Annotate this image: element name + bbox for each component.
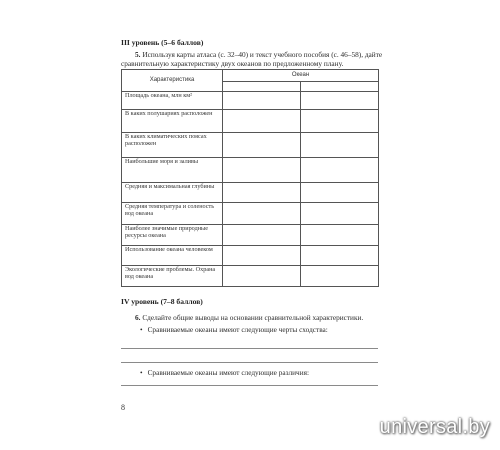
- bullet-dot: •: [140, 325, 143, 334]
- ocean-1-answer-cell[interactable]: [223, 266, 301, 287]
- row-label: В каких климатических поясах расположен: [122, 133, 223, 158]
- ocean-2-name-cell[interactable]: [301, 82, 379, 92]
- table-row: [122, 158, 379, 183]
- ocean-1-answer-cell[interactable]: [223, 246, 301, 266]
- table-body: [122, 92, 379, 287]
- row-label: Наибольшие моря и заливы: [122, 158, 223, 183]
- ocean-1-answer-cell[interactable]: [223, 225, 301, 246]
- task-6-instruction: [135, 313, 395, 322]
- ocean-1-answer-cell[interactable]: [223, 110, 301, 133]
- level-4-heading: IV уровень (7–8 баллов): [121, 297, 203, 306]
- answer-line[interactable]: [121, 348, 378, 349]
- similarities-text: Сравниваемые океаны имеют следующие черты сходства:: [147, 325, 328, 334]
- differences-text: Сравниваемые океаны имеют следующие различия:: [147, 368, 310, 377]
- level-3-heading: III уровень (5–6 баллов): [121, 38, 204, 47]
- row-label: Площадь океана, млн км²: [122, 92, 223, 110]
- table-row: [122, 92, 379, 110]
- answer-line[interactable]: [121, 362, 378, 363]
- ocean-1-answer-cell[interactable]: [223, 183, 301, 203]
- ocean-2-answer-cell[interactable]: [301, 183, 379, 203]
- row-label: Средняя температура и соленость вод океана: [122, 203, 223, 225]
- ocean-1-answer-cell[interactable]: [223, 92, 301, 110]
- row-label: Использование океана человеком: [122, 246, 223, 266]
- table-row: [122, 183, 379, 203]
- differences-prompt: [140, 368, 309, 377]
- header-characteristic: Характеристика: [122, 70, 223, 92]
- task-6-number: 6.: [135, 313, 141, 322]
- ocean-1-name-cell[interactable]: [223, 82, 301, 92]
- ocean-2-answer-cell[interactable]: [301, 133, 379, 158]
- ocean-1-answer-cell[interactable]: [223, 203, 301, 225]
- ocean-2-answer-cell[interactable]: [301, 92, 379, 110]
- ocean-2-answer-cell[interactable]: [301, 110, 379, 133]
- table-row: [122, 203, 379, 225]
- ocean-1-answer-cell[interactable]: [223, 158, 301, 183]
- task-6-text: Сделайте общие выводы на основании сравнительной характеристики.: [142, 313, 364, 322]
- table-row: [122, 266, 379, 287]
- table-row: [122, 246, 379, 266]
- ocean-2-answer-cell[interactable]: [301, 266, 379, 287]
- table-row: [122, 133, 379, 158]
- ocean-comparison-table: [121, 69, 379, 287]
- ocean-1-answer-cell[interactable]: [223, 133, 301, 158]
- task-5-number: 5.: [135, 50, 141, 59]
- row-label: В каких полушариях расположен: [122, 110, 223, 133]
- row-label: Экологические проблемы. Охрана вод океана: [122, 266, 223, 287]
- table-row: [122, 225, 379, 246]
- task-5-instruction: [121, 50, 389, 69]
- table-row: [122, 110, 379, 133]
- ocean-2-answer-cell[interactable]: [301, 225, 379, 246]
- task-5-text: Используя карты атласа (с. 32–40) и текст учебного пособия (с. 46–58), дайте сравнительную характеристику двух океанов по предложенному плану.: [121, 50, 383, 69]
- ocean-2-answer-cell[interactable]: [301, 246, 379, 266]
- similarities-prompt: [140, 325, 328, 334]
- bullet-dot: •: [140, 368, 143, 377]
- header-ocean: Океан: [223, 70, 379, 82]
- page-number: 8: [121, 403, 125, 412]
- ocean-2-answer-cell[interactable]: [301, 158, 379, 183]
- row-label: Средняя и максимальная глубины: [122, 183, 223, 203]
- watermark: universal.by: [379, 416, 490, 438]
- row-label: Наиболее значимые природные ресурсы океана: [122, 225, 223, 246]
- ocean-2-answer-cell[interactable]: [301, 203, 379, 225]
- answer-line[interactable]: [121, 385, 378, 386]
